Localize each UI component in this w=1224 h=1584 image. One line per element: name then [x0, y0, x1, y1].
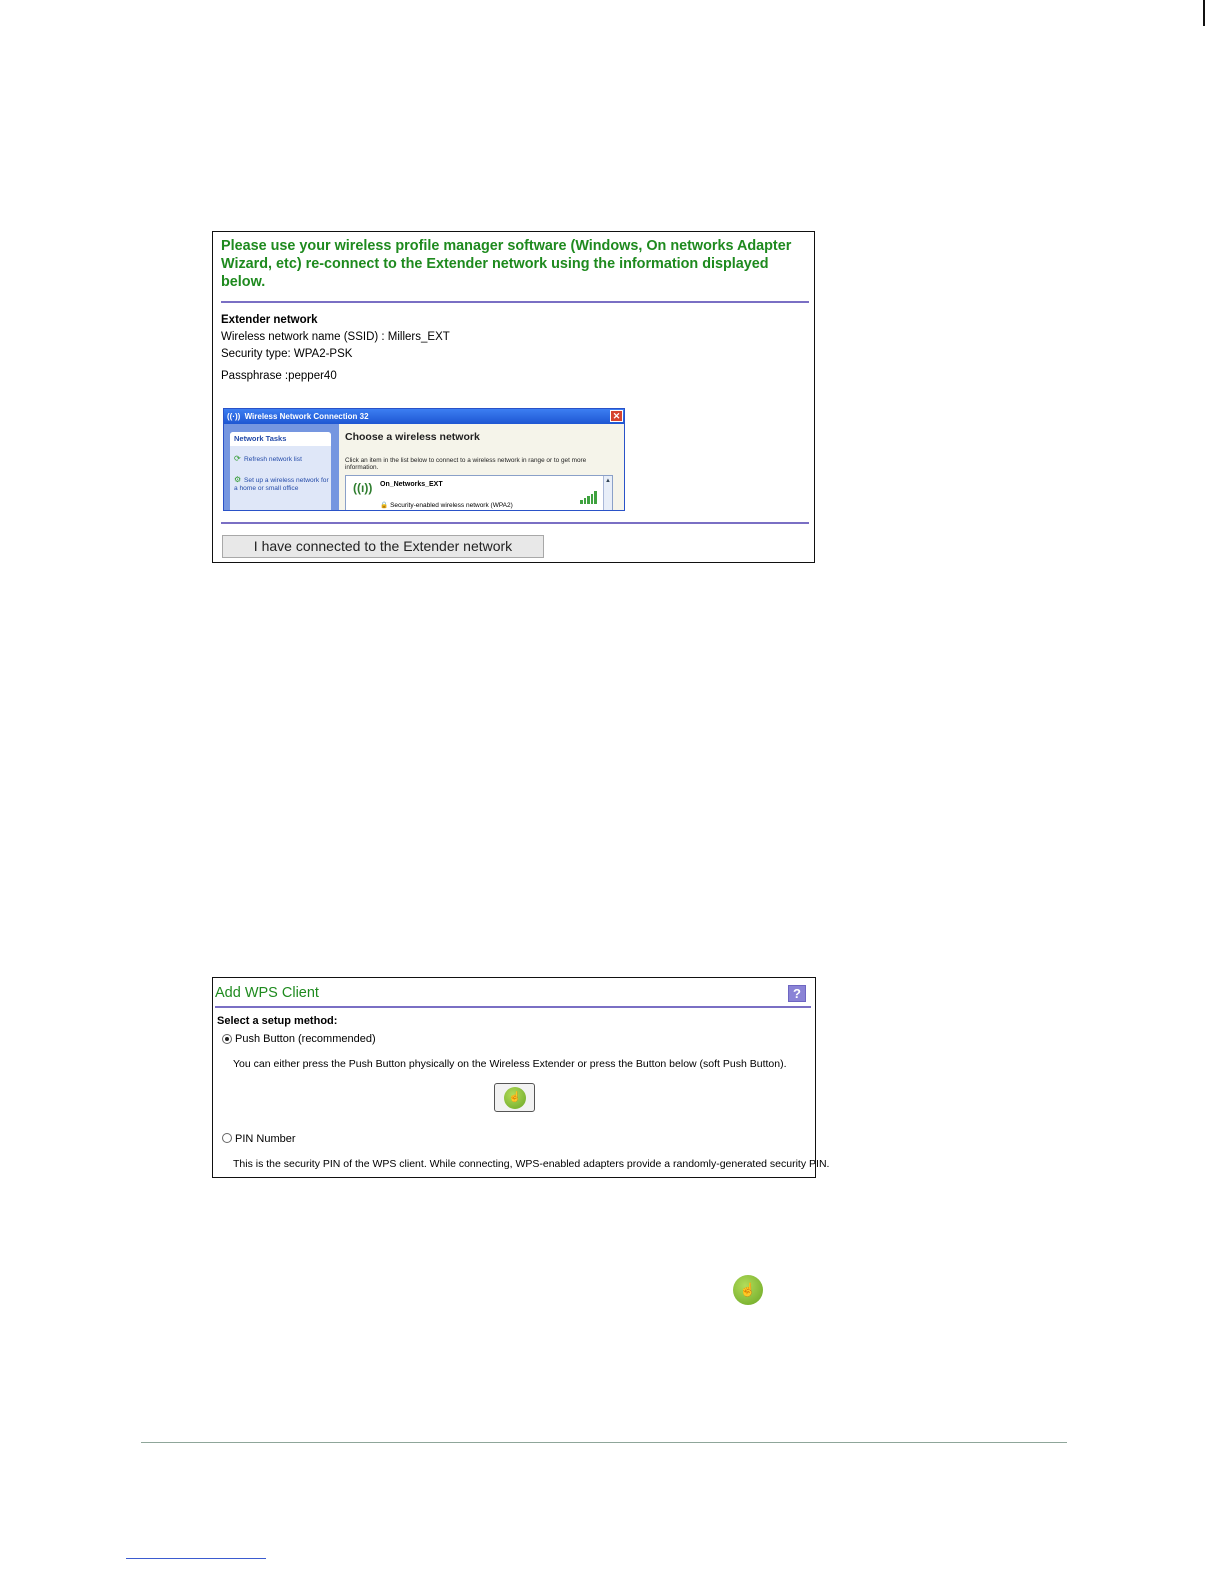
push-button-option-label: Push Button (recommended) — [235, 1033, 376, 1045]
page-title: Add WPS Client — [215, 985, 319, 1001]
push-button-radio[interactable] — [222, 1034, 232, 1044]
pin-number-description: This is the security PIN of the WPS client. While connecting, WPS-enabled adapters provide a randomly-generated security PIN. — [233, 1158, 830, 1170]
extender-network-label: Extender network — [221, 314, 318, 326]
wireless-connection-screenshot — [223, 408, 625, 511]
wps-icon: ☝ — [733, 1275, 763, 1305]
xp-main-pane — [339, 424, 625, 511]
close-icon: ✕ — [610, 410, 623, 422]
push-button-description: You can either press the Push Button physically on the Wireless Extender or press the Button below (soft Push Button). — [233, 1058, 787, 1070]
lock-icon: 🔒 — [380, 502, 389, 509]
page-corner-mark — [1203, 0, 1205, 26]
pin-number-radio[interactable] — [222, 1133, 232, 1143]
divider — [221, 301, 809, 303]
passphrase-line: Passphrase :pepper40 — [221, 370, 337, 382]
footer-link-underline — [126, 1558, 266, 1559]
xp-sidebar — [224, 424, 339, 511]
setup-method-label: Select a setup method: — [217, 1015, 338, 1027]
network-name: On_Networks_EXT — [380, 481, 443, 488]
connected-to-extender-button[interactable]: I have connected to the Extender network — [222, 535, 544, 558]
reconnect-heading: Please use your wireless profile manager software (Windows, On networks Adapter Wizard, etc) re-connect to the Extender network using the information displayed below. — [221, 238, 792, 290]
refresh-network-list-link: ⟳ Refresh network list — [234, 454, 302, 463]
divider — [221, 522, 809, 524]
scroll-up-icon: ▲ — [605, 478, 611, 484]
wps-icon: ☝ — [504, 1087, 526, 1109]
network-list — [345, 475, 613, 511]
xp-window-title: Wireless Network Connection 32 — [244, 412, 369, 421]
signal-strength-bars-icon — [580, 491, 598, 504]
add-wps-client-panel — [212, 977, 830, 1178]
wireless-signal-icon: ((ı)) — [353, 481, 373, 495]
pin-number-option-label: PIN Number — [235, 1133, 296, 1145]
ssid-line: Wireless network name (SSID) : Millers_EXT — [221, 331, 450, 343]
list-scrollbar — [603, 476, 612, 511]
setup-network-link: ⚙ Set up a wireless network for a home or small office — [234, 475, 329, 492]
divider — [215, 1006, 811, 1008]
choose-network-desc: Click an item in the list below to connect to a wireless network in range or to get more information. — [345, 457, 587, 471]
network-tasks-title: Network Tasks — [230, 432, 331, 446]
security-type-line: Security type: WPA2-PSK — [221, 348, 353, 360]
help-icon[interactable]: ? — [788, 985, 806, 1002]
xp-title-bar — [224, 409, 624, 424]
setup-network-icon: ⚙ — [234, 475, 242, 484]
soft-push-button[interactable] — [494, 1083, 535, 1112]
footer-rule — [141, 1442, 1067, 1443]
network-security: 🔒 Security-enabled wireless network (WPA2) — [380, 502, 513, 509]
wireless-icon: ((·)) — [227, 412, 241, 421]
choose-network-title: Choose a wireless network — [345, 431, 480, 443]
refresh-icon: ⟳ — [234, 454, 241, 463]
reconnect-panel — [212, 231, 815, 563]
network-tasks-box — [230, 432, 331, 511]
